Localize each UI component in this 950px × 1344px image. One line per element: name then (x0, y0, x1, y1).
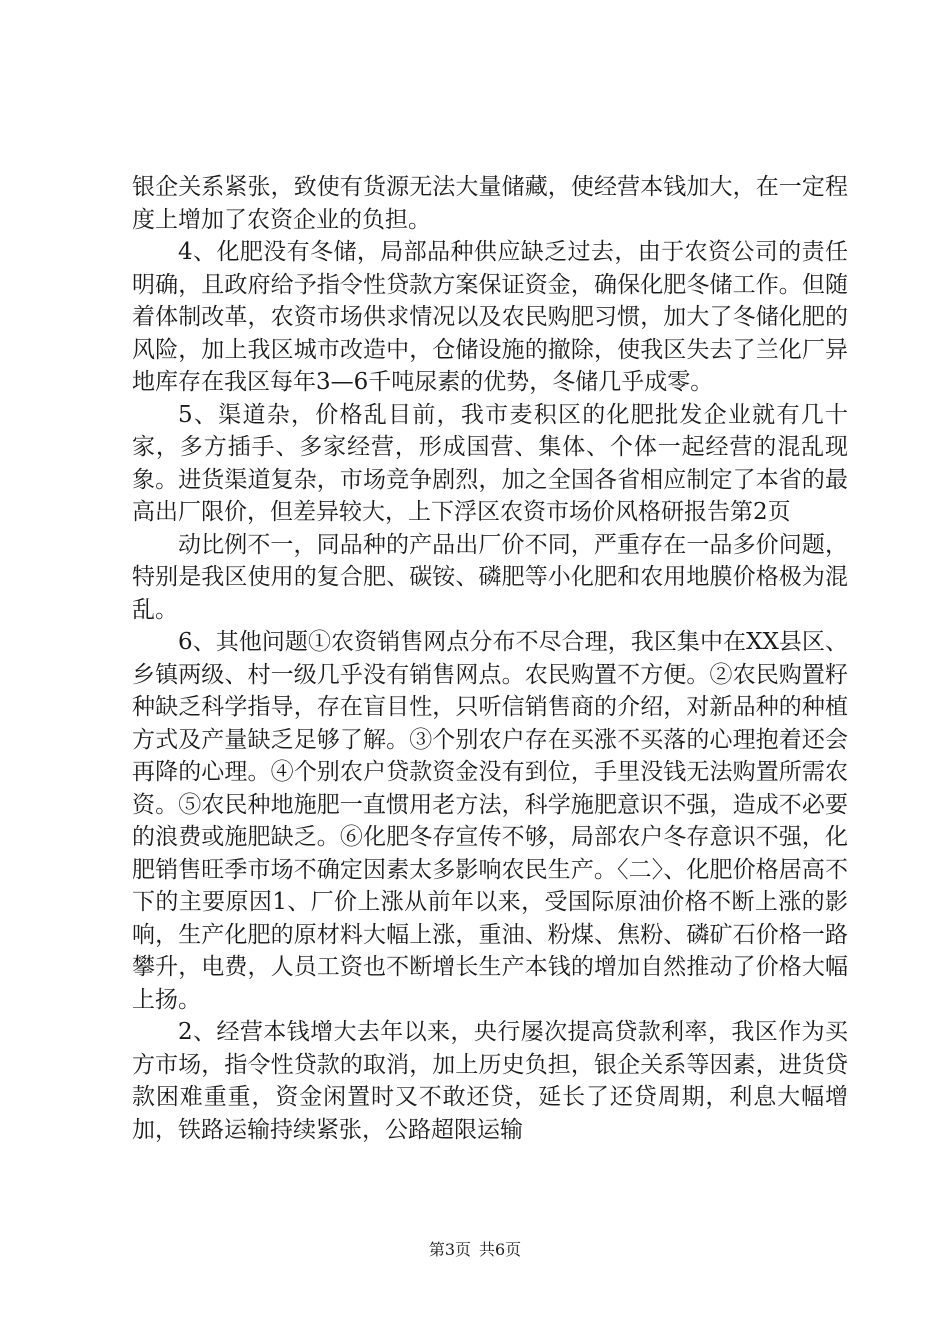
document-body (132, 171, 848, 1146)
paragraph-item-5: 5、渠道杂，价格乱目前，我市麦积区的化肥批发企业就有几十家，多方插手、多家经营，形成国营、集体、个体一起经营的混乱现象。进货渠道复杂，市场竞争剧烈，加之全国各省相应制定了本省的最高出厂限价，但差异较大，上下浮区农资市场价风格研报告第2页 (132, 401, 848, 525)
paragraph-item-4: 4、化肥没有冬储，局部品种供应缺乏过去，由于农资公司的责任明确，且政府给予指令性贷款方案保证资金，确保化肥冬储工作。但随着体制改革，农资市场供求情况以及农民购肥习惯，加大了冬储化肥的风险，加上我区城市改造中，仓储设施的撤除，使我区失去了兰化厂异地库存在我区每年3—6千吨尿素的优势，冬储几乎成零。 (132, 239, 848, 395)
paragraph-cost-increase: 2、经营本钱增大去年以来，央行屡次提高贷款利率，我区作为买方市场，指令性贷款的取消，加上历史负担，银企关系等因素，进货贷款困难重重，资金闲置时又不敢还贷，延长了还贷周期，利息大幅增加，铁路运输持续紧张，公路超限运输 (132, 1019, 848, 1143)
paragraph-continuation: 银企关系紧张，致使有货源无法大量储藏，使经营本钱加大，在一定程度上增加了农资企业的负担。 (132, 174, 848, 233)
page-number: 第3页 (428, 1240, 471, 1259)
paragraph-price-ratio: 动比例不一，同品种的产品出厂价不同，严重存在一品多价问题，特别是我区使用的复合肥、碳铵、磷肥等小化肥和农用地膜价格极为混乱。 (132, 531, 848, 623)
page-footer (0, 1240, 950, 1260)
page-total: 共6页 (479, 1240, 522, 1259)
paragraph-item-6: 6、其他问题①农资销售网点分布不尽合理，我区集中在XX县区、乡镇两级、村一级几乎没有销售网点。农民购置不方便。②农民购置籽种缺乏科学指导，存在盲目性，只听信销售商的介绍，对新品种的种植方式及产量缺乏足够了解。③个别农户存在买涨不买落的心理抱着还会再降的心理。④个别农户贷款资金没有到位，手里没钱无法购置所需农资。⑤农民种地施肥一直惯用老方法，科学施肥意识不强，造成不必要的浪费或施肥缺乏。⑥化肥冬存宣传不够，局部农户冬存意识不强，化肥销售旺季市场不确定因素太多影响农民生产。〈二〉、化肥价格居高不下的主要原因1、厂价上涨从前年以来，受国际原油价格不断上涨的影响，生产化肥的原材料大幅上涨，重油、粉煤、焦粉、磷矿石价格一路攀升，电费，人员工资也不断增长生产本钱的增加自然推动了价格大幅上扬。 (132, 629, 848, 1013)
